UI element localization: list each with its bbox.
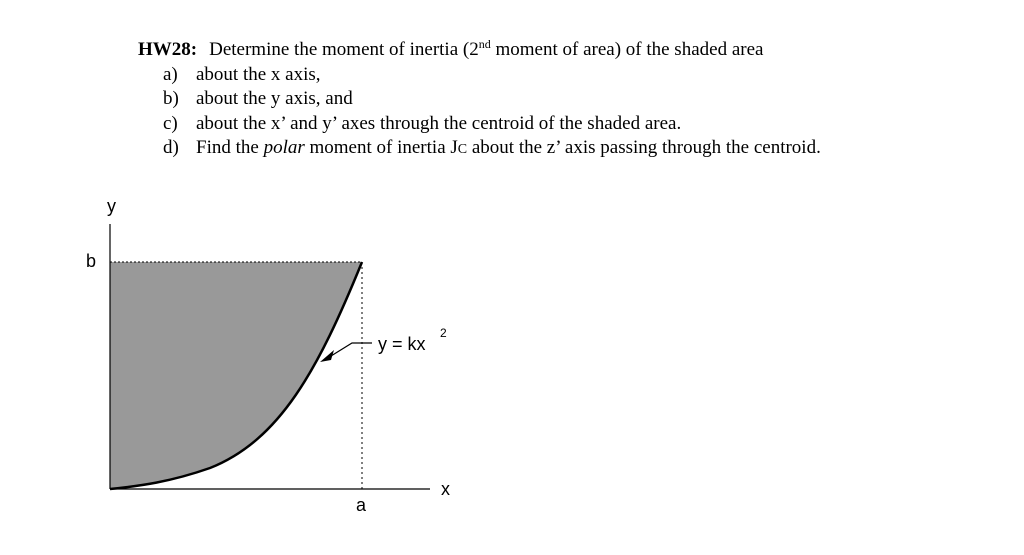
x-axis-label: x (441, 479, 450, 499)
curve-equation-label: y = kx (378, 334, 426, 354)
intro-text-1: Determine the moment of inertia (2 (209, 39, 479, 60)
part-d-text-2: moment of inertia J (304, 137, 458, 158)
a-label: a (356, 495, 367, 515)
problem-label: HW28: (138, 39, 198, 60)
part-d-text-1: Find the (196, 137, 264, 158)
part-b-marker: b) (163, 88, 179, 109)
part-a-marker: a) (163, 63, 178, 85)
b-label: b (86, 251, 97, 271)
part-c-marker: c) (163, 112, 178, 134)
part-c-text: about the x’ and y’ axes through the centroid of the shaded area. (196, 112, 682, 134)
part-b-text: about the y axis, and (196, 88, 353, 109)
part-d-italic: polar (263, 137, 305, 158)
part-a-text: about the x axis, (196, 63, 321, 85)
curve-exponent-label: 2 (440, 326, 447, 340)
part-d-marker: d) (163, 137, 179, 158)
curve-leader-line (331, 343, 372, 356)
part-d-text-3: about the z’ axis passing through the centroid. (467, 137, 821, 158)
intro-text-2: moment of area) of the shaded area (490, 39, 764, 60)
intro-superscript: nd (478, 37, 491, 51)
part-d-subscript: C (457, 142, 468, 157)
y-axis-label: y (107, 196, 116, 216)
